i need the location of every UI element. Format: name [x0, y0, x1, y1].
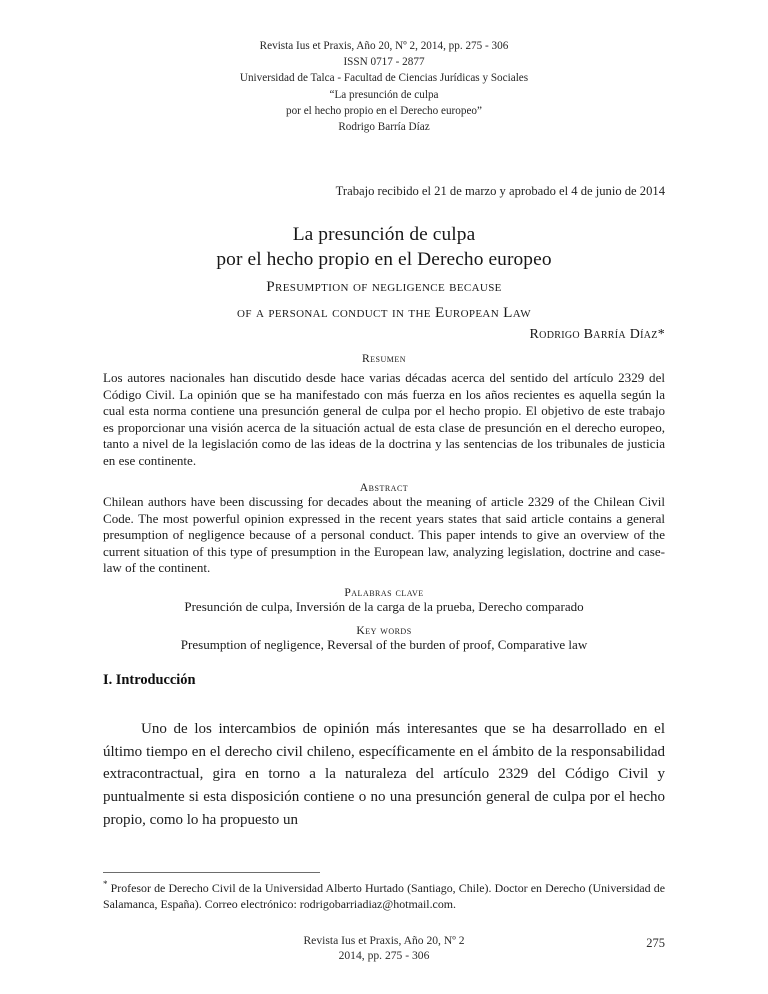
- page-title-line-1: La presunción de culpa: [292, 223, 476, 245]
- page-title: [103, 222, 665, 273]
- page-subtitle-english: [103, 274, 665, 326]
- running-head-line-3: Universidad de Talca - Facultad de Ciencias Jurídicas y Sociales: [239, 72, 529, 85]
- footnote-separator-rule: [103, 872, 320, 873]
- footnote: [103, 881, 665, 912]
- page-title-line-2: por el hecho propio en el Derecho europeo: [216, 249, 552, 271]
- resumen-body: Los autores nacionales han discutido desde hace varias décadas acerca del sentido del artículo 2329 del Código Civil. La opinión que se ha manifestado con más fuerza en los años recientes es aquella según la cual esta norma contiene una presunción general de culpa por el hecho propio. El objetivo de este trabajo es proporcionar una visión acerca de la situación actual de esta clase de presunción en el derecho europeo, tanto a nivel de la legislación como de las ideas de la doctrina y las sentencias de los tribunales de justicia en ese continente.: [103, 370, 665, 468]
- page-subtitle-line-2: of a personal conduct in the European Law: [237, 303, 531, 321]
- running-head-line-4: “La presunción de culpa: [329, 88, 439, 101]
- key-words-heading: Key words: [356, 624, 412, 637]
- submission-dates: Trabajo recibido el 21 de marzo y aprobado el 4 de junio de 2014: [335, 184, 665, 198]
- page-footer-line-2: 2014, pp. 275 - 306: [338, 949, 430, 963]
- footnote-text: Profesor de Derecho Civil de la Universidad Alberto Hurtado (Santiago, Chile). Doctor en Derecho (Universidad de Salamanca, España). Correo electrónico: rodrigobarriadiaz@hotmail.com.: [103, 881, 665, 911]
- resumen-heading: Resumen: [361, 352, 407, 365]
- author-byline: Rodrigo Barría Díaz*: [529, 327, 665, 342]
- abstract-body: Chilean authors have been discussing for decades about the meaning of article 2329 of the Chilean Civil Code. The most powerful opinion expressed in the recent years states that said article contains a general presumption of negligence because of a personal conduct. This paper intends to give an overview of the current situation of this type of presumption in the European law, analyzing legislation, doctrine and case-law of the continent.: [103, 494, 665, 576]
- palabras-clave-heading: Palabras clave: [344, 586, 424, 599]
- key-words-body: Presumption of negligence, Reversal of the burden of proof, Comparative law: [180, 637, 588, 652]
- footnote-marker: *: [103, 879, 108, 890]
- palabras-clave-body: Presunción de culpa, Inversión de la carga de la prueba, Derecho comparado: [184, 599, 584, 614]
- running-head: [103, 38, 665, 135]
- running-head-line-2: ISSN 0717 - 2877: [343, 56, 425, 69]
- running-head-line-5: por el hecho propio en el Derecho europeo”: [285, 104, 482, 117]
- abstract-heading: Abstract: [359, 481, 409, 494]
- section-heading-introduccion: I. Introducción: [103, 672, 196, 688]
- page-footer: [103, 933, 665, 964]
- running-head-line-1: Revista Ius et Praxis, Año 20, Nº 2, 2014, pp. 275 - 306: [259, 40, 509, 52]
- running-head-line-6: Rodrigo Barría Díaz: [338, 121, 430, 134]
- page-footer-line-1: Revista Ius et Praxis, Año 20, Nº 2: [303, 934, 465, 947]
- page-number: 275: [646, 936, 665, 950]
- page-subtitle-line-1: Presumption of negligence because: [266, 277, 502, 295]
- section-paragraph: Uno de los intercambios de opinión más interesantes que se ha desarrollado en el último tiempo en el derecho civil chileno, específicamente en el ámbito de la responsabilidad extracontractual, gira en torno a la naturaleza del artículo 2329 del Código Civil y puntualmente si esta disposición contiene o no una presunción general de culpa por el hecho propio, como lo ha propuesto un: [103, 721, 665, 828]
